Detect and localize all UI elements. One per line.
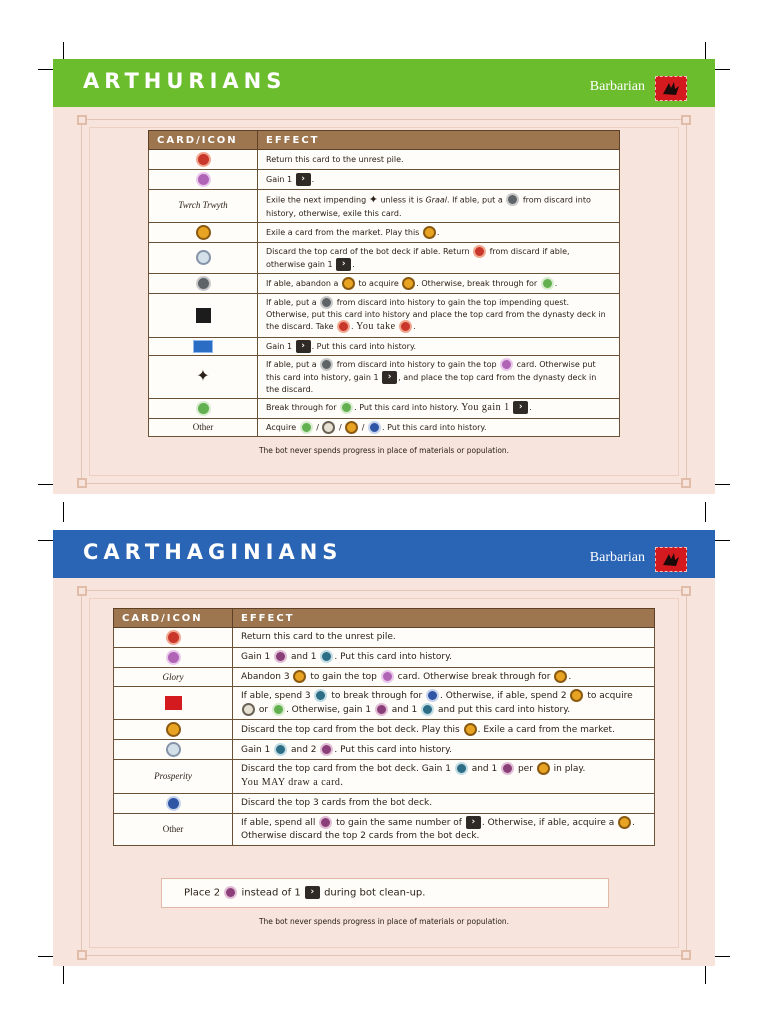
progress-icon: ›	[513, 401, 528, 414]
leaf-icon	[340, 401, 353, 414]
crop-mark	[705, 502, 706, 522]
effect-text: or	[256, 705, 271, 716]
row-label: Other	[114, 813, 233, 845]
coin-icon	[342, 277, 355, 290]
effect-text: to gain the same number of	[333, 817, 465, 828]
coin-icon	[570, 689, 583, 702]
effect-text: Gain 1	[241, 652, 274, 663]
effect-text: and 1	[468, 764, 501, 775]
effect-text: . Otherwise, gain 1	[285, 705, 374, 716]
progress-icon: ›	[296, 340, 311, 353]
effect-text: .	[554, 278, 558, 288]
effect-text: , and place the top card from the dynasty deck in the discard.	[266, 373, 597, 395]
glory-icon	[381, 670, 394, 683]
helm-icon	[196, 276, 211, 291]
scroll-icon	[166, 742, 181, 757]
coin-icon	[196, 225, 211, 240]
effect-text: .	[351, 322, 357, 332]
table-row	[149, 398, 620, 418]
table-row	[114, 687, 655, 720]
effect-text: . Put this card into history.	[354, 402, 462, 412]
materials-icon	[421, 703, 434, 716]
glory-icon	[166, 650, 181, 665]
star-icon: ✦	[368, 193, 378, 206]
clean-up-note	[161, 878, 609, 908]
progress-icon: ›	[466, 816, 481, 829]
table-row	[114, 648, 655, 668]
effect-text	[396, 322, 399, 331]
progress-icon: ›	[296, 173, 311, 186]
pillar-icon	[322, 421, 335, 434]
coin-icon	[464, 723, 477, 736]
table-row	[114, 628, 655, 648]
barbarian-badge-icon	[655, 547, 687, 572]
effect-text: /	[336, 422, 345, 432]
effects-table	[148, 130, 620, 437]
footnote: The bot never spends progress in place of materials or population.	[258, 917, 510, 926]
carthaginians-card	[53, 530, 715, 966]
progress-icon: ›	[336, 258, 351, 271]
table-row	[114, 720, 655, 740]
effect-text: .	[568, 672, 572, 682]
flag-icon	[368, 421, 381, 434]
effect-text: and 1	[288, 652, 320, 663]
effect-text: to acquire	[355, 278, 402, 288]
table-row	[114, 740, 655, 760]
star-icon: ✦	[196, 368, 210, 386]
effect-text: If able, put a	[266, 360, 320, 370]
column-header-effect: EFFECT	[258, 131, 620, 150]
effect-text: .	[352, 259, 355, 269]
effect-text: . Put this card into history.	[334, 652, 452, 663]
effect-text: If able, spend all	[241, 817, 319, 828]
effect-text: from discard into history to gain the top	[334, 360, 500, 370]
effect-text: /	[359, 422, 368, 432]
effect-text: . Put this card into history.	[382, 422, 487, 432]
crop-mark	[705, 964, 706, 984]
effect-text: in play.	[550, 764, 586, 775]
effect-text: .	[311, 175, 315, 184]
table-row	[114, 668, 655, 687]
effect-text: and 1	[388, 705, 421, 716]
effects-table	[113, 608, 655, 846]
effect-text: If able, abandon a	[266, 278, 341, 288]
table-row	[149, 242, 620, 273]
row-label: Twrch Trwyth	[149, 190, 258, 223]
effect-text: Return this card to the unrest pile.	[241, 631, 396, 642]
crop-mark	[63, 964, 64, 984]
effect-text: to gain the top	[307, 672, 380, 682]
population-icon	[375, 703, 388, 716]
table-row	[114, 760, 655, 794]
effect-text: You take	[356, 321, 396, 333]
effect-text: Gain 1	[241, 744, 274, 755]
effect-text: If able, spend 3	[241, 691, 314, 702]
table-header-row	[114, 609, 655, 628]
coin-icon	[423, 226, 436, 239]
card-kind: Barbarian	[589, 79, 645, 94]
region-icon	[193, 340, 213, 353]
table-row	[149, 293, 620, 337]
unrest-icon	[473, 245, 486, 258]
sword-icon	[196, 308, 211, 323]
effect-text: . Otherwise discard the top 2 cards from the bot deck.	[241, 817, 635, 841]
progress-icon: ›	[382, 371, 397, 384]
population-icon	[501, 762, 514, 775]
helm-icon	[320, 296, 333, 309]
population-icon	[320, 743, 333, 756]
crop-mark	[63, 502, 64, 522]
glory-icon	[196, 172, 211, 187]
effect-text: Gain 1	[266, 175, 295, 184]
card-title: ARTHURIANS	[83, 69, 287, 93]
effect-text: Return this card to the unrest pile.	[266, 154, 404, 164]
card-title: CARTHAGINIANS	[83, 540, 343, 564]
table-row	[149, 337, 620, 355]
progress-icon: ›	[305, 886, 320, 899]
effect-text: Exile the next impending	[266, 195, 369, 205]
effect-text	[510, 403, 513, 412]
effect-text: to break through for	[328, 691, 426, 702]
leaf-icon	[196, 401, 211, 416]
effect-text: and put this card into history.	[435, 705, 571, 716]
leaf-icon	[541, 277, 554, 290]
row-label: Glory	[114, 668, 233, 687]
effect-text: Abandon 3	[241, 672, 293, 682]
effect-text: . Exile a card from the market.	[477, 724, 615, 735]
effect-text: .	[436, 227, 440, 237]
table-row	[149, 190, 620, 223]
column-header-card-icon: CARD/ICON	[114, 609, 233, 628]
effect-text: Discard the top card from the bot deck. Gain 1	[241, 764, 454, 775]
table-row	[149, 356, 620, 399]
table-row	[149, 273, 620, 293]
effect-text: and 2	[288, 744, 320, 755]
effect-text: . Put this card into history.	[334, 744, 452, 755]
effect-text: . If able, put a	[447, 195, 506, 205]
scroll-icon	[196, 250, 211, 265]
table-row	[114, 793, 655, 813]
unrest-icon	[166, 630, 181, 645]
note-text: during bot clean-up.	[320, 887, 426, 899]
flag-icon	[426, 689, 439, 702]
leaf-icon	[300, 421, 313, 434]
footnote: The bot never spends progress in place of materials or population.	[258, 446, 510, 455]
pillar-icon	[242, 703, 255, 716]
coin-icon	[554, 670, 567, 683]
column-header-card-icon: CARD/ICON	[149, 131, 258, 150]
effect-text: .	[529, 402, 532, 412]
effect-text: Discard the top 3 cards from the bot deck.	[241, 797, 433, 808]
effect-text: Break through for	[266, 402, 340, 412]
effect-text: Discard the top card from the bot deck. Play this	[241, 724, 463, 735]
row-label: Other	[149, 418, 258, 436]
effect-text: to acquire	[584, 691, 633, 702]
population-icon	[224, 886, 237, 899]
helm-icon	[320, 358, 333, 371]
effect-text: Discard the top card of the bot deck if able. Return	[266, 246, 473, 256]
effect-text: Acquire	[266, 422, 299, 432]
card-banner	[53, 59, 715, 107]
row-label: Prosperity	[114, 760, 233, 794]
helm-icon	[506, 193, 519, 206]
materials-icon	[274, 743, 287, 756]
effect-text: .	[413, 322, 416, 332]
effect-text: . Otherwise, if able, acquire a	[481, 817, 618, 828]
arthurians-card	[53, 59, 715, 494]
card-banner	[53, 530, 715, 578]
effect-text: card. Otherwise put this card into history, gain 1	[266, 360, 596, 383]
effect-text: . Otherwise, if able, spend 2	[440, 691, 570, 702]
effect-text: You gain 1	[461, 401, 510, 413]
effect-text: . Otherwise, break through for	[416, 278, 540, 288]
table-row	[149, 222, 620, 242]
effect-text: Exile a card from the market. Play this	[266, 227, 422, 237]
table-row	[114, 813, 655, 845]
effect-text: . Put this card into history.	[311, 341, 417, 351]
table-row	[149, 150, 620, 170]
coin-icon	[402, 277, 415, 290]
barbarian-badge-icon	[655, 76, 687, 101]
glory-icon	[500, 358, 513, 371]
effect-text: card. Otherwise break through for	[394, 672, 554, 682]
effect-text: per	[515, 764, 536, 775]
effect-text: from discard into history to gain the top impending quest. Otherwise, put this card into history and place the top card from the dynasty deck in the discard. Take	[266, 297, 606, 332]
flag-icon	[166, 796, 181, 811]
note-text: Place 2	[184, 887, 224, 899]
card-kind: Barbarian	[589, 550, 645, 565]
effect-text: /	[313, 422, 322, 432]
coin-icon	[537, 762, 550, 775]
materials-icon	[314, 689, 327, 702]
column-header-effect: EFFECT	[233, 609, 655, 628]
materials-icon	[320, 650, 333, 663]
coin-icon	[293, 670, 306, 683]
unrest-icon	[337, 320, 350, 333]
coin-icon	[345, 421, 358, 434]
effect-text: from discard into history, otherwise, exile this card.	[266, 195, 591, 218]
effect-text: You MAY draw a card.	[241, 777, 344, 789]
table-row	[149, 170, 620, 190]
population-icon	[319, 816, 332, 829]
materials-icon	[455, 762, 468, 775]
note-text: instead of 1	[238, 887, 304, 899]
population-icon	[274, 650, 287, 663]
table-header-row	[149, 131, 620, 150]
coin-icon	[618, 816, 631, 829]
leaf-icon	[272, 703, 285, 716]
unrest-icon	[196, 152, 211, 167]
table-row	[149, 418, 620, 436]
effect-text: from discard if able, otherwise gain 1	[266, 246, 570, 269]
effect-text: Gain 1	[266, 341, 295, 351]
coin-icon	[166, 722, 181, 737]
barbarian-icon	[165, 696, 182, 710]
effect-text: Graal	[425, 195, 447, 205]
unrest-icon	[399, 320, 412, 333]
effect-text: If able, put a	[266, 297, 320, 307]
effect-text: unless it is	[377, 195, 426, 205]
